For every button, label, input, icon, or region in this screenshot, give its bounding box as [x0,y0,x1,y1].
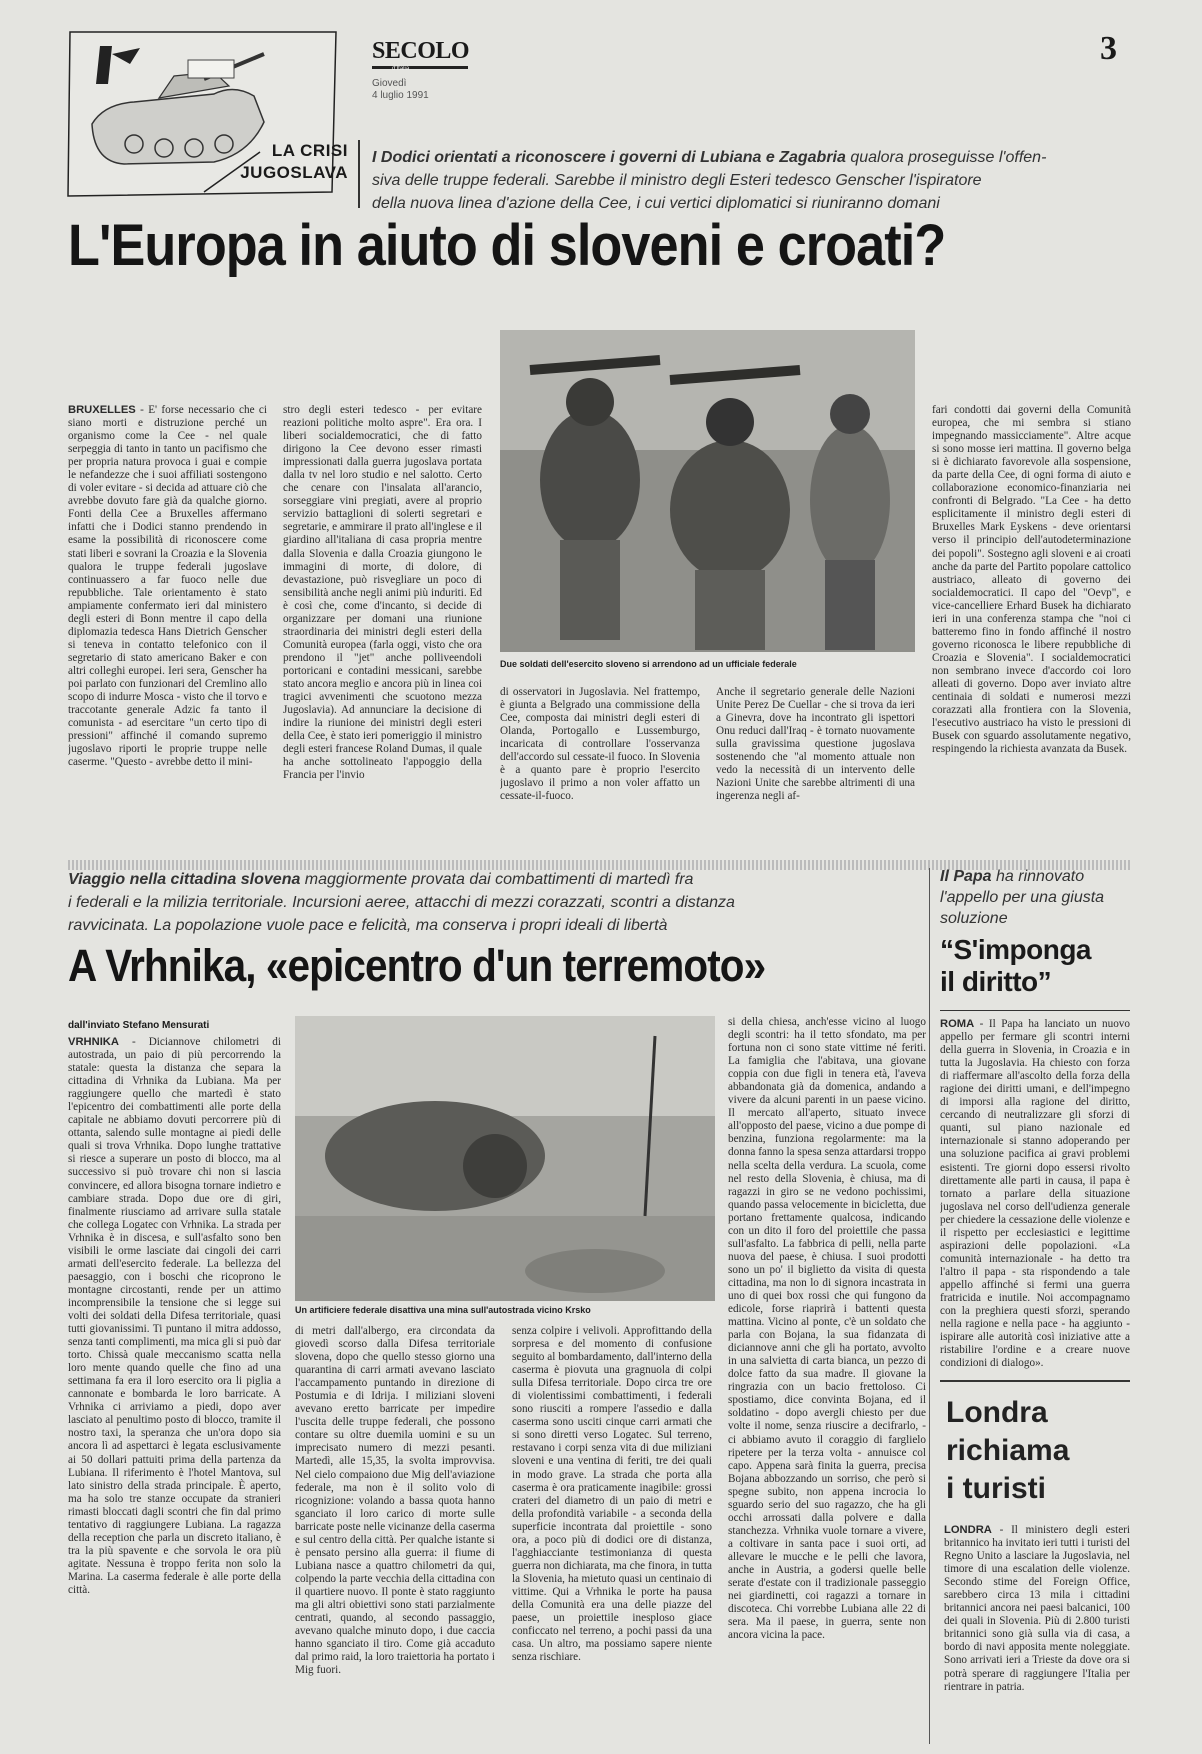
masthead-sub: d'Italia [392,66,410,72]
section-label [232,140,348,184]
article1-deck-line2: siva delle truppe federali. Sarebbe il ministro degli Esteri tedesco Genscher l'ispiratore [372,172,982,189]
sidebar1-rule [940,1010,1130,1011]
article1-column-3: di osservatori in Jugoslavia. Nel frattempo, è giunta a Belgrado una commissione della Cee, composta dai ministri degli esteri di Olanda, Portogallo e Lussemburgo, incaricata di controllare l'osservanza dell'accordo sul cessate-il fuoco. In Slovenia è a quanto pare è proprio l'esercito jugoslavo il primo a non voler affatto un cessate-il-fuoco. [500,686,700,803]
article2-headline: A Vrhnika, «epicentro d'un terremoto» [68,940,766,991]
article2-dateline: VRHNIKA [68,1036,119,1048]
sidebar1-text: - Il Papa ha lanciato un nuovo appello per fermare gli scontri interni della guerra in Slovenia, in Croazia e in tutta la Jugoslavia. Ha chiesto con forza di riaffermare all'ascolto della forza della ragione dei diritti umani, e dell'impegno di imporsi alla ragione del diritto, cercando di neutralizzare gli sforzi di quanti, sul piano nazionale ed internazionale si stanno adoperando per una soluzione pacifica ai gravi problemi esistenti. Tre giorni dopo essersi rivolto direttamente alle parti in causa, il papa è tornato a parlare della situazione jugoslava nel corso dell'udienza generale per chiedere la cessazione delle violenze e il rispetto per ecclesiastici e legittime aspirazioni delle popolazioni. «La comunità internazionale - ha detto tra l'altro il papa - sta rispondendo a tale appello affinché si fermi una guerra fratricida e inutile. Noi accompagnamo con la preghiera questi sforzi, sperando nella ragione e nella pace - ha aggiunto - ispirare alle autorità così iniziative atte a ristabilire l'ordine e a creare nuove condizioni di dialogo». [940,1018,1130,1370]
article1-deck-line3: della nuova linea d'azione della Cee, i cui vertici diplomatici si riuniranno domani [372,195,940,212]
issue-day: Giovedì [372,78,407,89]
article1-deck-rest: qualora proseguisse l'offen- [845,149,1047,166]
article1-column-2: stro degli esteri tedesco - per evitare reazioni politiche molto aspre". Era ora. I liberi socialdemocratici, che di fatto dirigono la Cee devono esser rimasti impressionati dalla guerra jugoslava portata dalla tv nel loro studio e nel salotto. Certo che cenare con l'insalata all'arancio, sorseggiare vini pregiati, avere al proprio servizio battaglioni di solerti segretari e segretarie, e ammirare il prato all'inglese e il giardino all'italiana di casa propria mentre dalla Slovenia e dalla Croazia giungono le immagini di morte, di dolore, di devastazione, può risvegliare un poco di sensibilità anche negli animi più induriti. Ed è così che, come d'incanto, si decide di organizzare per domani una riunione straordinaria dei ministri degli esteri della Comunità europea (farla oggi, visto che ora prendono il "jet" anche polliveendoli portoricani e contadini messicani, sarebbe stato ancora meglio e ancora più in linea coi tragici avvenimenti che scuotono mezza Jugoslavia). Ad annunciare la decisione di indire la riunione dei ministri degli esteri della Cee, è stato ieri pomeriggio il ministro degli esteri francese Roland Dumas, il quale ha anche sottolineato l'appoggio della Francia per l'invio [283,404,482,782]
sidebar2-headline-line1: Londra [946,1396,1048,1429]
article2-col1-text: - Diciannove chilometri di autostrada, un paio di più percorrendo la statale: questa la distanza che separa la cittadina di Vrhnika da Lubiana. Ma per raggiungere quello che martedì è stato l'epicentro dei combattimenti alle porte della capitale ne abbiamo dovuti percorrere più di ottanta, salendo sulle montagne ai piedi delle quali si trova Vrhnika. Dopo lunghe trattative si riesce a superare un posto di blocco, ma al successivo si può trovare chi non si lascia convincere, ed allora bisogna tornare indietro e cambiare strada. Dopo due ore di giri, finalmente riusciamo ad arrivare sulla statale che collega Logatec con Vrhnika. La strada per Vrhnika è in discesa, e sull'asfalto sono ben visibili le orme lasciate dai cingoli dei carri armati dell'esercito federale. La bellezza del paesaggio, con i boschi che ricoprono le montagne circostanti, rende per un attimo incomprensibile la tensione che si legge sui volti dei soldati della Difesa territoriale, quasi tutti giovanissimi. Ti puntano il mitra addosso, senza tanti complimenti, ma mica gli si può dar torto. Chissà quale meccanismo scatta nella loro mente quando quelle che fino ad una settimana fa era il loro esercito ora li piglia a cannonate e bombarda le loro barricate. A Vrhnika ci arriviamo a piedi, dopo aver lasciato al penultimo posto di blocco, tramite il nostro taxi, la speranza che un'ora dopo sia ancora lì ad aspettarci è legata esclusivamente ai 50 dollari pattuiti prima della partenza da Lubiana. Il riferimento è l'hotel Mantova, sul lato sinistro della strada principale. È aperto, ma ha solo tre stanze occupate da stranieri rimasti bloccati dagli scontri che fin dal primo tentativo di raggiungere Lubiana. La ragazza della reception che parla un discreto italiano, è tra la più spavente e che sorvola le ora più agitate. Nessuna è troppo ferita non solo la Marina. La caserma federale è alle porte della città. [68,1036,281,1596]
article2-deck-line2: i federali e la milizia territoriale. Incursioni aeree, attacchi di mezzi corazzati, scontri a distanza [68,894,735,911]
article1-column-1 [68,404,267,852]
article1-col1-text: - E' forse necessario che ci siano morti e distruzione perché un organismo come la Cee - nel quale serpeggia di tanto in tanto un pacifismo che per propria natura provoca i guai e compie le nefandezze che i suoi affiliati sostengono di voler evitare - si decida ad attuare ciò che avrebbe dovuto fare già da qualche giorno. Fonti della Cee a Bruxelles affermano infatti che i Dodici stanno prendendo in esame la possibilità di riconoscere come stati liberi e sovrani la Croazia e la Slovenia qualora le truppe federali jugoslave continuassero a far fuoco nelle due repubbliche. Tale orientamento è stato ampiamente confermato ieri dal ministero degli esteri di Bonn mentre il capo della diplomazia tedesca Hans Dietrich Genscher si teneva in contatto telefonico con il segretario di stato americano Baker e con altri colleghi europei. Ieri sera, Genscher ha poi parlato con funzionari del Cremlino allo scopo di indurre Mosca - visto che il torvo e traccotante generale Adzic fa tanto il comunista - ad esercitare "un certo tipo di pressioni" affinché il comando supremo jugoslavo riporti le proprie truppe nelle caserme. "Questo - avrebbe detto il mini- [68,404,267,769]
article1-dateline: BRUXELLES [68,404,136,416]
article2-deck [68,868,908,937]
sidebar2-headline-line3: i turisti [946,1472,1047,1505]
article2-column-1 [68,1036,281,1744]
article2-photo [295,1016,715,1301]
sidebar1-dateline: ROMA [940,1018,975,1030]
article2-byline: dall'inviato Stefano Mensurati [68,1020,210,1031]
sidebar1-kicker [940,866,1130,929]
sidebar1-headline [940,934,1091,998]
sidebar1-headline-line1: “S'imponga [940,934,1091,965]
article2-column-4: si della chiesa, anch'esse vicino al luogo degli scontri: ha il tetto sfondato, ma per fortuna non ci sono state vittime né feriti. La famiglia che l'abitava, una giovane coppia con due figli in tenera età, l'aveva abbandonata già da domenica, andando a vivere da alcuni parenti in un paese vicino. Il mercato all'aperto, situato invece all'opposto del paese, vicino a due pompe di benzina, funziona regolarmente: ma la donna fanno la spesa senza attardarsi troppo nella scelta della verdura. La scuola, come nel resto della Slovenia, è chiusa, ma di ragazzi in giro se ne vedono pochissimi, quando passa velocemente in bicicletta, due portano frettamente qualcosa, indicando con un dito il foro del proiettile che passa sull'asfalto. La fabbrica di pelli, nella parte nuova del paese, è chiusa. I suoi prodotti sono un po' il biglietto da visita di questa cittadina, ma non lo di signora incastrata in uno di quei box rossi che qui fungono da edicole, forse riaprirà i battenti questa mattina. Vicino al ponte, c'è un soldato che parla con Bojana, la sua fidanzata di diciannove anni che gli ha portato, avvolto in una salvietta di carta bianca, un pezzo di dolce fatto da sua madre. Il giovane la ringrazia con un bacio frettoloso. Ci spostiamo, dice convinta Bojana, ed il soldatino - dopo avergli chiesto per due volte il nome, senza riuscire a decifrarlo, - ci abbiamo avuto il coraggio di farglielo ripetere per la terza volta - annuisce col capo. Appena sarà finita la guerra, precisa Bojana abbozzando un sorriso, che però si spegne subito, non appena incrocia lo sguardo serio del suo ragazzo, che ha gli occhi arrossati dalla polvere e dalla stanchezza. Vrhnika vuole tornare a vivere, a coltivare in santa pace i suoi orti, ad allevare le mucche e le pelli che lavora, anche in Austria, a godersi quelle belle serate d'estate con il tradizionale passeggio nei giardinetti, coi ragazzi a tornare in discoteca. Chi vorrebbe Lubiana alle 22 di sera. Ma il paese, in guerra, sente non ancora vicina la pace. [728,1016,926,1642]
sidebar1-kicker-rest: ha rinnovato l'appello per una giusta soluzione [940,868,1105,927]
sidebar2-body [944,1524,1130,1744]
article1-deck [372,146,1092,215]
article1-column-5: fari condotti dai governi della Comunità europea, che mi sembra si stiano impegnando massicciamente". Altre acque si sono mosse ieri mattina. Il governo belga si è dichiarato favorevole alla sospensione, da parte della Cee, di ogni forma di aiuto e collaborazione economico-finanziaria nei confronti di Belgrado. "La Cee - ha detto esplicitamente il ministro degli esteri di Bruxelles Mark Eyskens - deve orientarsi verso il principio dell'autodeterminazione dei popoli". Sostegno agli sloveni e ai croati anche da parte del Partito popolare cattolico austriaco, alleato di governo dei socialdemocratici. Il capo del "Oevp", e vice-cancelliere Erhard Busek ha dichiarato ieri in una conferenza stampa che "noi ci batteremo fino in fondo affinché il nostro governo riconosca le libere repubbliche di Croazia e Slovenia". I socialdemocratici non sembrano invece d'accordo coi loro alleati di governo. Dopo aver inviato altre centinaia di soldati e numerosi mezzi corazzati alla frontiera con la Slovenia, l'esecutivo austriaco ha visto le pressioni di Busek con sguardo assolutamente negativo, respingendo la richiesta avanzata da Busek. [932,404,1131,756]
masthead-title: SECOLO [372,38,470,64]
article2-photo-caption: Un artificiere federale disattiva una mina sull'autostrada vicino Krsko [295,1305,591,1315]
article2-deck-rest: maggiormente provata dai combattimenti di martedì fra [300,871,694,888]
masthead-rule [372,66,468,69]
article1-photo-caption: Due soldati dell'esercito sloveno si arrendono ad un ufficiale federale [500,659,797,669]
deck-divider [358,140,360,208]
sidebar-divider [929,868,930,1744]
article1-photo [500,330,915,652]
section-line1: LA CRISI [271,141,348,160]
sidebar2-dateline: LONDRA [944,1524,992,1536]
sidebar2-text: - Il ministero degli esteri britannico ha invitato ieri tutti i turisti del Regno Unito a lasciare la Jugoslavia, nel timore di una escalation delle violenze. Secondo stime del Foreign Office, sarebbero circa 13 mila i cittadini britannici ancora nei paesi balcanici, 100 dei quali in Slovenia. Più di 2.800 turisti britannici sono già sulla via di casa, a bordo di navi apposita mente noleggiate. Sono arrivati ieri a Trieste da dove ora si potrà sperare di raggiungere l'Italia per rientrare in patria. [944,1524,1130,1693]
article2-deck-line3: ravvicinata. La popolazione vuole pace e felicità, ma conserva i propri ideali di libertà [68,917,668,934]
sidebar2-rule-top [940,1380,1130,1382]
sidebar2-headline-line2: richiama [946,1434,1070,1467]
issue-date: 4 luglio 1991 [372,90,429,101]
article1-deck-bold: I Dodici orientati a riconoscere i governi di Lubiana e Zagabria [372,149,846,166]
article2-column-3: senza colpire i velivoli. Approfittando della sorpresa e del momento di confusione seguito al bombardamento, dall'interno della caserma è piovuta una gragnuola di colpi sulla Difesa territoriale. Dopo circa tre ore di violentissimi combattimenti, i federali sono riusciti a rompere l'assedio e dalla caserma sono usciti cinque carri armati che si sono diretti verso Logatec. Sul terreno, restavano i corpi senza vita di due miliziani sloveni e una ventina di feriti, tre dei quali in modo grave. La strada che porta alla caserma è ora praticamente inagibile: grossi crateri del diametro di un paio di metri e della profondità variabile - a seconda della superficie incontrata dal proiettile - sono ora, a poco più di dodici ore di distanza, l'agghiacciante testimonianza di questa guerra non dichiarata, ma che finora, in tutta la Slovenia, ha mietuto quasi un centinaio di vittime. Qui a Vrhnika le porte ha pausa della Comunità era una delle piazze del paese, un proiettile inesploso giace conficcato nel terreno, a pochi passi da una casa. Un altro, ma possiamo sapere niente senza rischiare. [512,1325,712,1664]
section-line2: JUGOSLAVA [240,163,348,182]
sidebar1-kicker-bold: Il Papa [940,868,992,885]
article2-column-2: di metri dall'albergo, era circondata da giovedì scorso dalla Difesa territoriale slovena, dopo che quello stesso giorno una quarantina di carri armati avevano lasciato l'accampamento puntando in direzione di Postumia e di Idrija. I miliziani sloveni avevano eretto barricate per impedire l'uscita delle truppe federali, che possono contare su oltre duemila uomini e su un imprecisato numero di mezzi pesanti. Martedì, alle 15,35, la svolta improvvisa. Nel cielo compaiono due Mig dell'aviazione federale, ma non è il solito volo di ricognizione: volando a bassa quota hanno sganciato il loro carico di morte sulle barricate poste nelle vicinanze della caserma e sul centro della città. Per qualche istante si è pensato persino alla guerra: il fiume di Lubiana nasce a quattro chilometri da qui, colpendo la parte vecchia della cittadina con il quartiere nuovo. Il ponte è stato raggiunto ma gli altri obiettivi sono stati parzialmente centrati, quando, al secondo passaggio, avevano qualche minuto dopo, i due caccia hanno sganciato il tiro. Come già accaduto dal primo raid, la loro traiettoria ha portato i Mig fuori. [295,1325,495,1677]
page-number: 3 [1100,30,1117,67]
article1-column-4: Anche il segretario generale delle Nazioni Unite Perez De Cuellar - che si trova da ieri a Ginevra, dove ha incontrato gli ispettori Onu reduci dall'Iraq - è tornato nuovamente sulla gravissima questione jugoslava sostenendo che "al momento attuale non vedo la necessità di un intervento delle Nazioni Unite che sarebbe altrimenti di una ingerenza negli af- [716,686,915,803]
article2-deck-bold: Viaggio nella cittadina slovena [68,871,301,888]
sidebar2-headline [946,1394,1069,1508]
sidebar1-body [940,1018,1130,1370]
article1-headline: L'Europa in aiuto di sloveni e croati? [68,213,946,278]
sidebar1-headline-line2: il diritto” [940,966,1052,997]
